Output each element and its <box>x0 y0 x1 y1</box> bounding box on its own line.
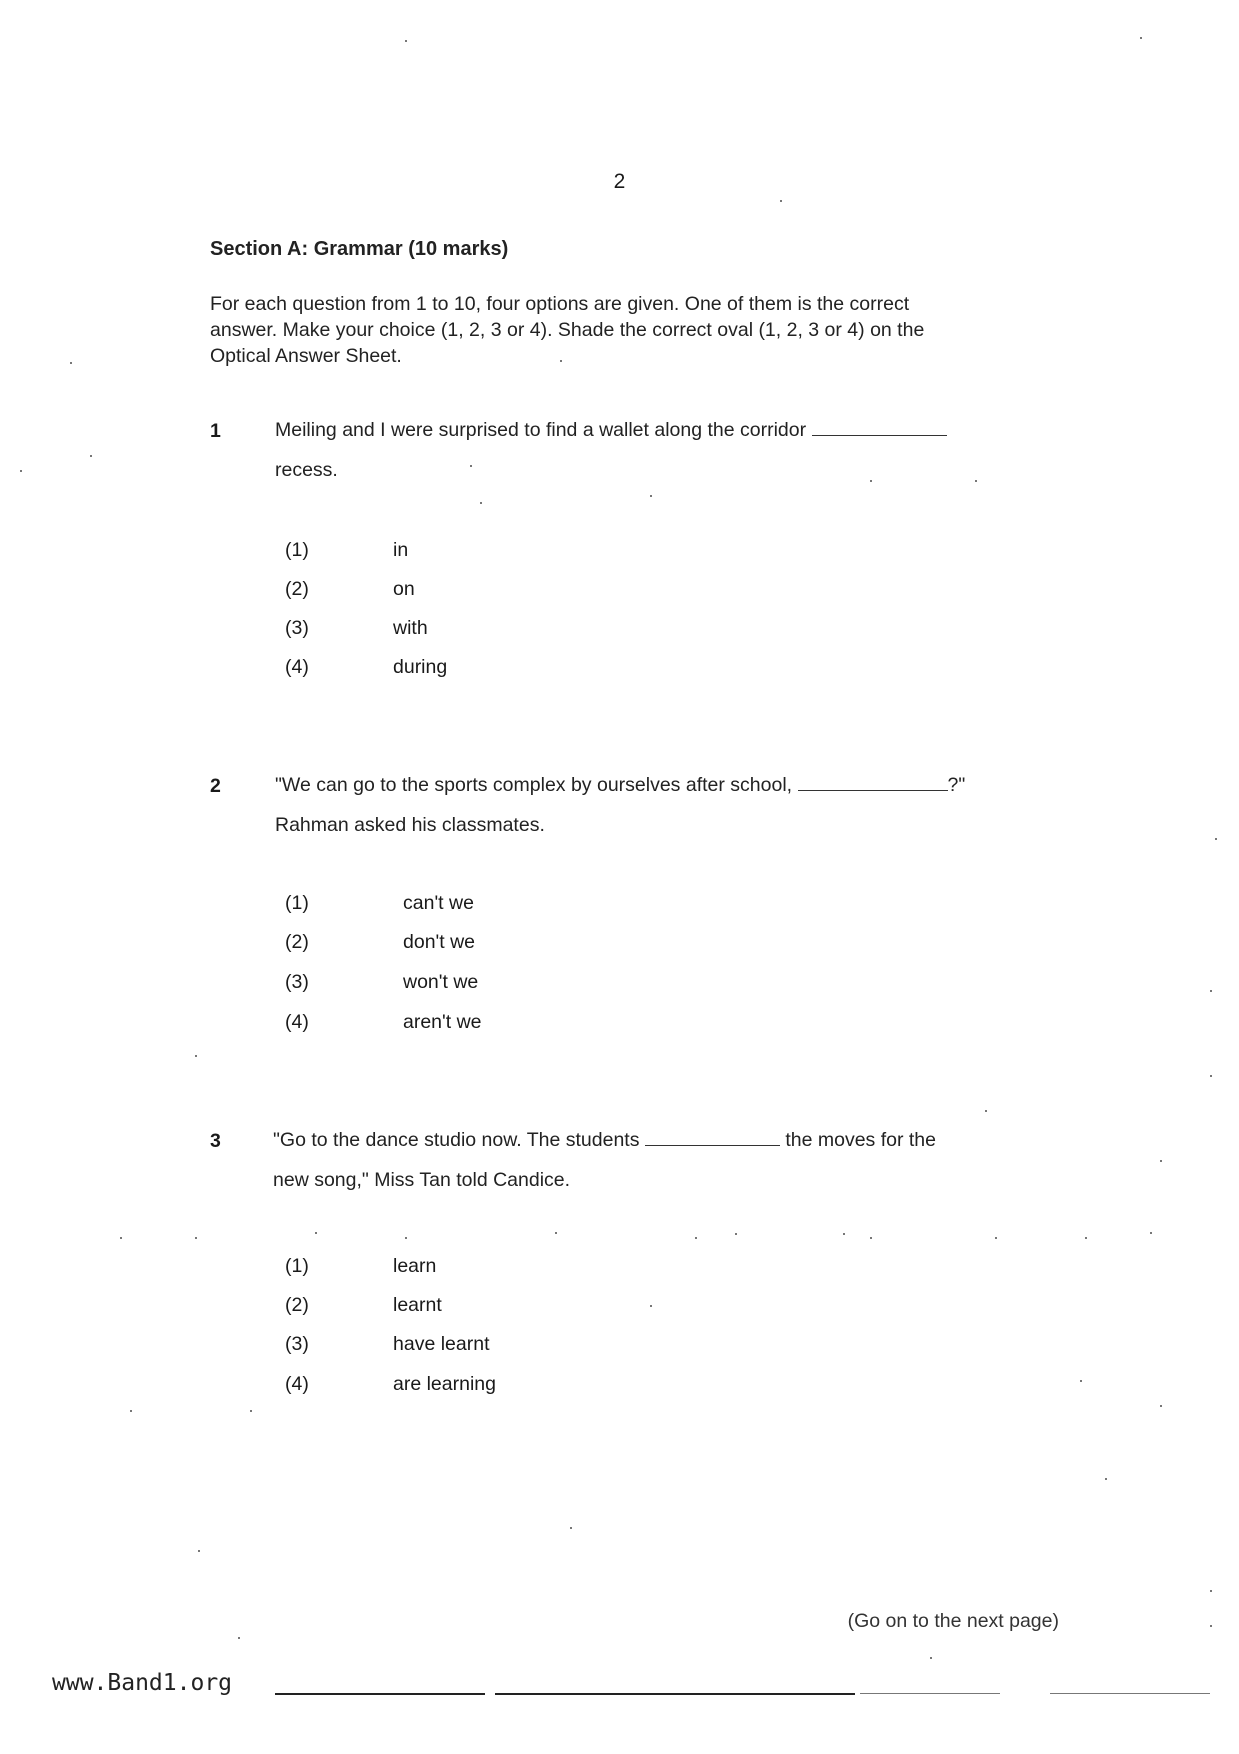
q1-option-text: in <box>393 539 409 561</box>
answer-blank <box>798 774 948 791</box>
q1-option-text: with <box>393 617 428 639</box>
footer-rule <box>275 1693 485 1695</box>
question-3-line-1: "Go to the dance studio now. The students the moves for the <box>273 1129 936 1151</box>
instructions-line: Optical Answer Sheet. <box>210 345 402 367</box>
q2-option-text: won't we <box>403 971 479 993</box>
q2-option-text: aren't we <box>403 1011 482 1033</box>
question-3-text <box>273 1120 1123 1200</box>
q2-option-number: (1) <box>285 892 309 914</box>
question-3-number: 3 <box>210 1130 221 1152</box>
next-page-note: (Go on to the next page) <box>847 1610 1059 1632</box>
instructions <box>210 291 1060 369</box>
footer-rule <box>495 1693 855 1695</box>
instructions-line: For each question from 1 to 10, four options are given. One of them is the correct <box>210 293 910 315</box>
question-2-number: 2 <box>210 775 221 797</box>
footer-rule <box>860 1693 1000 1694</box>
question-3-line-2: new song," Miss Tan told Candice. <box>273 1169 571 1191</box>
q3-option-text: are learning <box>393 1373 496 1395</box>
q1-option-text: on <box>393 578 415 600</box>
q3-option-number: (1) <box>285 1255 309 1277</box>
question-1-line-2: recess. <box>275 459 338 481</box>
question-1-number: 1 <box>210 420 221 442</box>
website-watermark: www.Band1.org <box>52 1670 233 1696</box>
q2-option-text: can't we <box>403 892 474 914</box>
q1-option-text: during <box>393 656 448 678</box>
q1-option-number: (3) <box>285 617 309 639</box>
question-2-text <box>275 765 1125 845</box>
q3-option-text: learn <box>393 1255 437 1277</box>
footer-rule <box>1050 1693 1210 1694</box>
q1-option-number: (4) <box>285 656 309 678</box>
page-number: 2 <box>613 170 626 193</box>
q1-option-number: (2) <box>285 578 309 600</box>
question-1-text <box>275 410 1095 490</box>
q3-option-number: (4) <box>285 1373 309 1395</box>
q2-option-text: don't we <box>403 931 476 953</box>
q3-option-number: (2) <box>285 1294 309 1316</box>
q2-option-number: (4) <box>285 1011 309 1033</box>
answer-blank <box>645 1129 780 1146</box>
section-title: Section A: Grammar (10 marks) <box>210 238 509 260</box>
question-2-line-2: Rahman asked his classmates. <box>275 814 545 836</box>
question-1-line-1: Meiling and I were surprised to find a wallet along the corridor <box>275 410 1095 450</box>
q3-option-text: learnt <box>393 1294 442 1316</box>
question-2-line-1: "We can go to the sports complex by ourselves after school, ?" <box>275 774 966 796</box>
q3-option-text: have learnt <box>393 1333 490 1355</box>
answer-blank <box>812 419 947 436</box>
q1-option-number: (1) <box>285 539 309 561</box>
q2-option-number: (2) <box>285 931 309 953</box>
q3-option-number: (3) <box>285 1333 309 1355</box>
instructions-line: answer. Make your choice (1, 2, 3 or 4). Shade the correct oval (1, 2, 3 or 4) on the <box>210 319 925 341</box>
q2-option-number: (3) <box>285 971 309 993</box>
